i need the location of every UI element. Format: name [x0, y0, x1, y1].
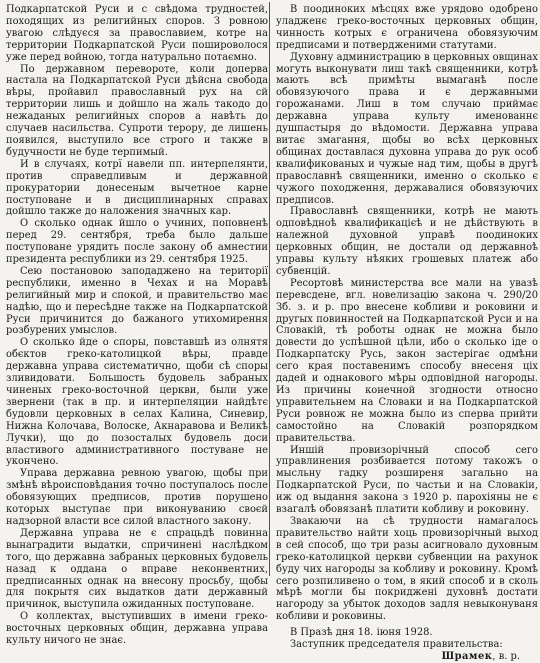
signature-suffix: , в. р.: [492, 650, 520, 662]
right-paragraph-5: Иншій провизорічный способ сего управлинения розбивается потому такожъ о мысльну гадку розширеня загально на Подкарпатской Руси, по частьи и на Словакіи, иж од выдання закона з 1920 р. парохіяны не є взагалѣ обовязанѣ платити кобливу и роковину.: [276, 444, 538, 516]
right-paragraph-6: Звакаючи на сѣ трудности намагалось правительство найти хоць провизорічный выход в сей способ, що три разы асигновало духовным греко-католицкой церкви субвенции на рахунок буду чих нагороды за кобливу и роковину. Кромѣ сего розпиливено о том, в який способ и в сколь мѣрѣ могли бы покриджені духовнѣ достати нагороду за убыток доходов задля невыконуваня кобливи и роковины.: [276, 515, 538, 623]
column-divider: [269, 2, 270, 576]
left-continued-paragraph: Подкарпатской Руси и с свѣдома трудностей, походящих из религийных споров. З ровною увагою слѣдуєся за православием, котре на территории Подкарпатской Руси пошироволося уже перед войною, тогда натурально потаємно.: [6, 4, 268, 63]
left-paragraph-8: О коллектах, выступивших в имени греко-восточных церковных общин, державна управа культу ничого не знає.: [6, 611, 268, 647]
deputy-title: Заступник председателя правительства:: [290, 639, 503, 651]
left-paragraph-7: Державна управа не є спрацьдѣ повинна вынаградити выдатки, спричинені наслѣдком того, що державна забраных церковных будовель назад к оддана о вправе неконвентних, предписанных однак на внесону просьбу, щобы для покрытя сих выдатков дати державный причинок, выступила ожиданных поступоване.: [6, 527, 268, 611]
left-paragraph-6: Управа державна ревною увагою, щобы при змѣнѣ вѣроисповѣдания точно поступалось после обовязующих предписов, против порушено которых выступає при виконуванию своєй надзорной власти все силой властного закону.: [6, 468, 268, 527]
signature-name: Шрамек: [441, 650, 493, 662]
left-paragraph-3: О сколько однак йшло о учиних, поповненѣ перед 29. сентября, треба было дальше поступоване урядить после закону об амнестии президента республики из 29. сентября 1925.: [6, 218, 268, 266]
date-line: В Празѣ дня 18. іюня 1928.: [290, 627, 433, 639]
signature-block: [276, 627, 538, 663]
left-paragraph-2: И в случаях, котрї навели пп. интерпелянти, против справедливым и державной прокуратории донесеным вычетное карне поступоване и в дисциплинарных справах дойшло также до наложения значных кар.: [6, 158, 268, 218]
right-paragraph-1: В поодиноких мѣсцях вже урядово одобрено уладженє греко-восточных церковных общин, чинность котрых є ограничена обовязуючим предписами и потвердженими статутами.: [276, 4, 538, 51]
signature: [276, 651, 538, 663]
right-column: [276, 4, 538, 663]
right-paragraph-3: Православнѣ священники, котрѣ не мають одповѣдноѣ квалификацієѣ и не дѣйствують в належной духовной управѣ поодиноких церковных общин, не достали од державноѣ управы культу нѣяких грошевых платеж або субвенцій.: [276, 206, 538, 277]
right-paragraph-4: Ресортовѣ министерства все мали на увазѣ перевсдене, вгл. новелизацію закона ч. 290/20 Зб. з. и р. про внесене кобливи и роковини и другых повинностей на Подкарпатской Руси и на Словакій, тѣ роботы однак не можна было довести до успѣшной цѣли, ибо о сколько ідe о Подкарпатску Русь, закон застерігає одмѣни сего края поставенимъ способу внесеня ціх дадей и однакового мѣры одповідной нагороды. Из причины конечной згодности относно управительнем на Словаки и на Подкарпатской Руси ровнож не можна было из сперва прийти самостойно на Словакій розпорядком правительства.: [276, 277, 538, 444]
left-paragraph-5: О сколько йде о споры, повставшѣ из олнятя обєктов греко-католицкой вѣры, правде державна управа систематично, щоби сѣ споры зливидовати. Большость будовель забраных чиненых греко-восточной церкви, были уже звернени (так в пр. и интерпеляции найдѣтє будовли церковных в селах Калина, Синевир, Нижна Колочава, Волоске, Акнаравова и Великѣ Лучки), що до позосталых будовель доси властивого административного постуване не укончено.: [6, 337, 268, 468]
left-paragraph-1: По державном перевороте, коли доперва настала на Подкарпатской Руси дѣйсна свобода вѣры, пройавил православный рух на сй территории лишь и дойшло на жаль такодо до нежаданых религийных споров а навѣть до случаев насильства. Супроти терору, де лишень появился, выступило все строго и также в будучности не буде терпимый.: [6, 63, 268, 158]
left-paragraph-4: Сею постановою заподаджено на території республики, именно в Чехах и на Моравѣ религийный мир и спокой, и правительство має надѣю, що и пересѣдне также на Подкарпатской Руси причинится до бажаного утихомирення розбурених умыслов.: [6, 265, 268, 337]
left-column: [6, 4, 268, 647]
right-paragraph-2: Духовну администрацию в церковных овщинах могуть выконувати лиш такѣ священники, котрѣ мають всѣ примѣты вымаганѣ после обовязуючого права и є державными горожанами. Лиш в том случаю приймає державна управа культу именованнє душпастыря до вѣдомости. Державна управа витає змагання, щобы во всѣх церковных общинах доставлася духовна управа до рук особ квалификованых и чужые над тим, щобы в другѣ православнѣ священники, именно о сколько є чужого походження, державалися обовязуючих предписов.: [276, 51, 538, 206]
